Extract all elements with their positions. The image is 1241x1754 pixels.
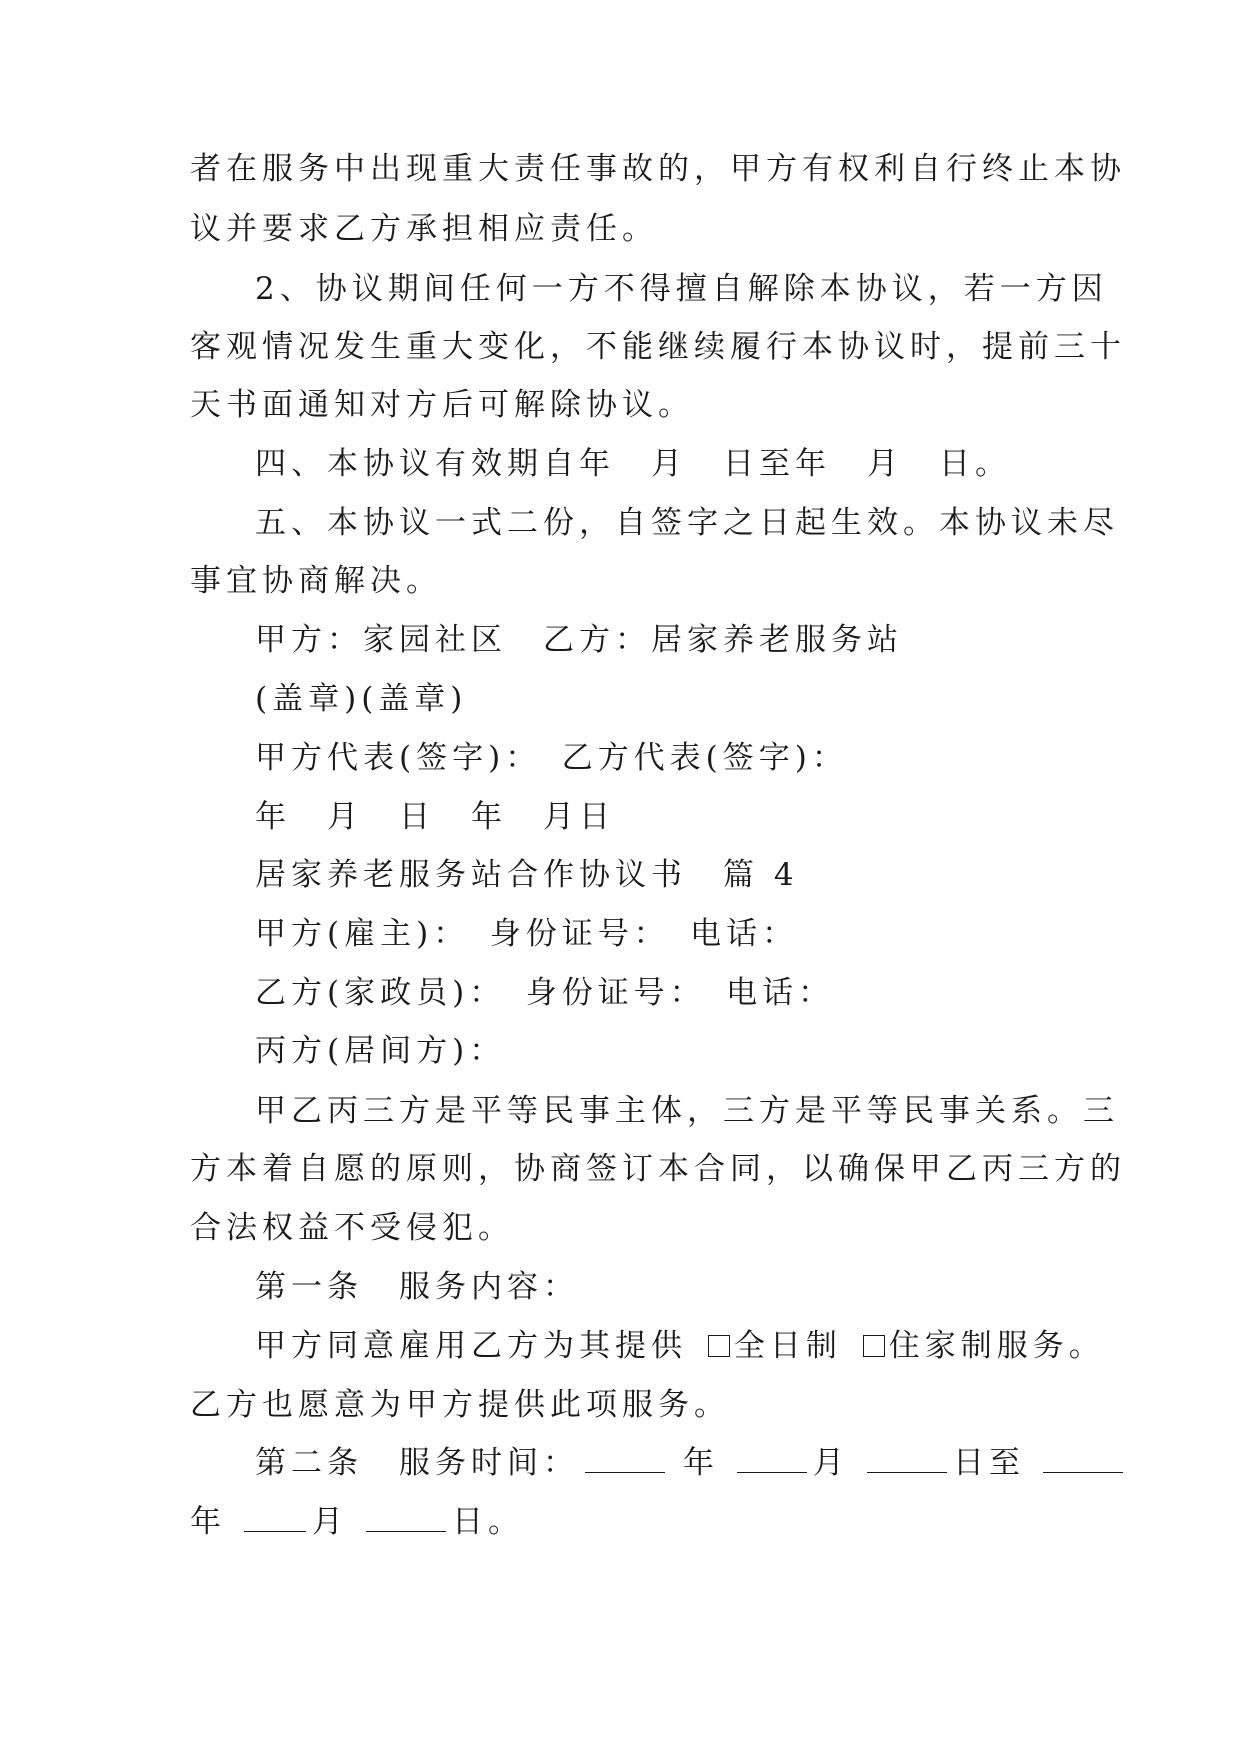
service-type-prefix: 甲方同意雇用乙方为其提供 <box>255 1328 687 1364</box>
month-label: 月 <box>813 1445 849 1481</box>
paragraph-line: 方本着自愿的原则，协商签订本合同，以确保甲乙丙三方的 <box>190 1151 1126 1187</box>
party-a-line: 甲方(雇主)： 身份证号： 电话： <box>255 916 799 952</box>
paragraph-line: 客观情况发生重大变化，不能继续履行本协议时，提前三十 <box>190 329 1126 365</box>
service-time-line <box>255 1440 1129 1486</box>
day-end-label: 日。 <box>452 1504 524 1540</box>
signature-parties: 甲方：家园社区 乙方：居家养老服务站 <box>255 622 903 658</box>
date-line: 年 月 日 年 月日 <box>255 799 615 835</box>
paragraph-line: 者在服务中出现重大责任事故的，甲方有权利自行终止本协 <box>190 151 1126 187</box>
service-type-line <box>255 1323 1105 1369</box>
year-label: 年 <box>190 1504 226 1540</box>
year-label: 年 <box>683 1445 719 1481</box>
party-c-line: 丙方(居间方)： <box>255 1033 506 1069</box>
paragraph-line: 2、协议期间任何一方不得擅自解除本协议，若一方因 <box>255 271 1108 307</box>
end-year-blank[interactable] <box>1043 1442 1123 1473</box>
service-time-label: 第二条 服务时间： <box>255 1445 579 1481</box>
end-day-blank[interactable] <box>366 1501 446 1532</box>
representative-line: 甲方代表(签字)： 乙方代表(签字)： <box>255 740 848 776</box>
month-label: 月 <box>312 1504 348 1540</box>
paragraph-line: 事宜协商解决。 <box>190 563 442 599</box>
checkbox-live-in[interactable] <box>863 1335 885 1357</box>
paragraph-line: 乙方也愿意为甲方提供此项服务。 <box>190 1387 730 1423</box>
start-month-blank[interactable] <box>737 1442 807 1473</box>
paragraph-line: 议并要求乙方承担相应责任。 <box>190 211 658 247</box>
paragraph-line: 合法权益不受侵犯。 <box>190 1210 514 1246</box>
article-heading: 第一条 服务内容： <box>255 1269 579 1305</box>
paragraph-line: 甲乙丙三方是平等民事主体，三方是平等民事关系。三 <box>255 1093 1119 1129</box>
section-title: 居家养老服务站合作协议书 篇 4 <box>255 857 799 893</box>
day-to-label: 日至 <box>953 1445 1025 1481</box>
checkbox-full-time[interactable] <box>708 1335 730 1357</box>
paragraph-line: 五、本协议一式二份，自签字之日起生效。本协议未尽 <box>255 505 1119 541</box>
party-b-line: 乙方(家政员)： 身份证号： 电话： <box>255 975 835 1011</box>
paragraph-line: 天书面通知对方后可解除协议。 <box>190 387 694 423</box>
option-live-in-label: 住家制服务。 <box>888 1328 1105 1364</box>
seal-line: (盖章)(盖章) <box>255 681 468 717</box>
paragraph-line: 四、本协议有效期自年 月 日至年 月 日。 <box>255 446 1011 482</box>
option-full-time-label: 全日制 <box>733 1328 842 1364</box>
start-day-blank[interactable] <box>867 1442 947 1473</box>
end-month-blank[interactable] <box>244 1501 306 1532</box>
service-time-end-line <box>190 1499 524 1545</box>
start-year-blank[interactable] <box>585 1442 665 1473</box>
